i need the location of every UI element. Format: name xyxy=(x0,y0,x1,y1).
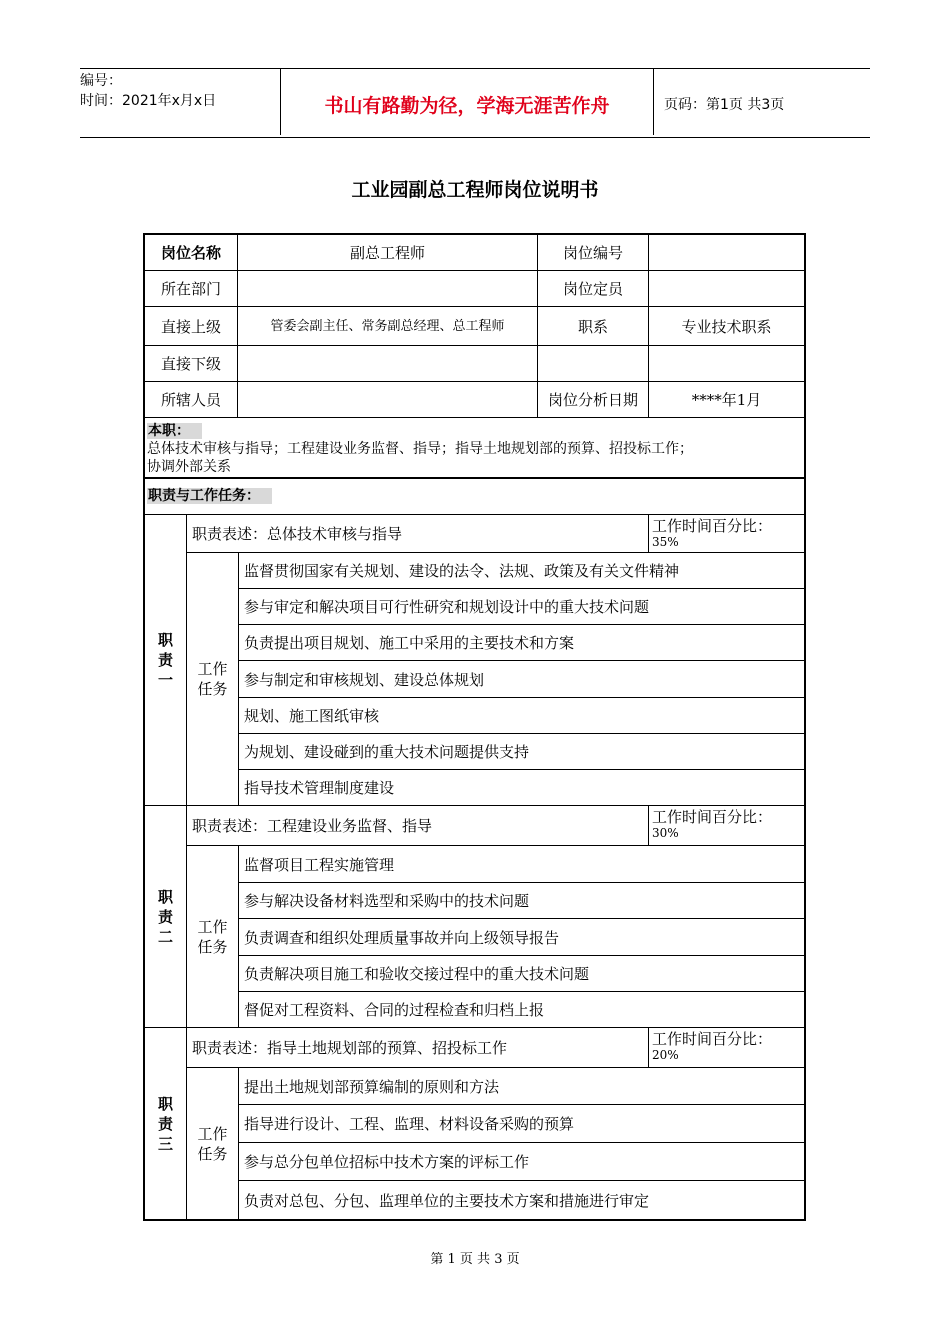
series-value: 专业技术职系 xyxy=(649,307,804,346)
duty-1-description: 职责表述：总体技术审核与指导 xyxy=(187,515,649,553)
page-footer: 第 1 页 共 3 页 xyxy=(430,1252,520,1267)
empty-value-cell xyxy=(649,346,804,382)
summary-line-2: 协调外部关系 xyxy=(147,459,231,475)
duty-1-task-1: 监督贯彻国家有关规划、建设的法令、法规、政策及有关文件精神 xyxy=(239,553,804,589)
subordinate-value xyxy=(238,346,538,382)
summary-label: 本职： xyxy=(147,423,202,439)
header-motto-box xyxy=(280,69,654,135)
doc-number-label: 编号： xyxy=(80,73,122,89)
duty-3-task-4: 负责对总包、分包、监理单位的主要技术方案和措施进行审定 xyxy=(244,1191,650,1210)
duty-2-task-5: 督促对工程资料、合同的过程检查和归档上报 xyxy=(239,992,804,1028)
duty-2-task-1: 监督项目工程实施管理 xyxy=(239,846,804,883)
page-header xyxy=(80,68,870,138)
managed-staff-label: 所辖人员 xyxy=(145,382,238,418)
duty-1-percentage: 工作时间百分比： 35% xyxy=(649,515,804,553)
page-indicator: 页码：第1页 共3页 xyxy=(664,97,785,113)
series-label: 职系 xyxy=(538,307,649,346)
duty-2-description: 职责表述：工程建设业务监督、指导 xyxy=(187,806,649,846)
duty-2-task-3: 负责调查和组织处理质量事故并向上级领导报告 xyxy=(239,919,804,956)
superior-value: 管委会副主任、常务副总经理、总工程师 xyxy=(238,307,538,346)
post-name-label: 岗位名称 xyxy=(145,235,238,271)
doc-date: 时间：2021年x月x日 xyxy=(80,93,217,109)
analysis-date-value: ****年1月 xyxy=(649,382,804,418)
duty-3-description: 职责表述：指导土地规划部的预算、招投标工作 xyxy=(187,1028,649,1068)
duty-1-task-5: 规划、施工图纸审核 xyxy=(239,698,804,734)
duty-2-percentage: 工作时间百分比： 30% xyxy=(649,806,804,846)
managed-staff-value xyxy=(238,382,538,418)
duties-label: 职责与工作任务： xyxy=(147,488,272,504)
motto-text: 书山有路勤为径，学海无涯苦作舟 xyxy=(324,95,610,117)
duty-1-task-2: 参与审定和解决项目可行性研究和规划设计中的重大技术问题 xyxy=(239,589,804,625)
duty-2-task-label: 工作 任务 xyxy=(187,846,239,1028)
superior-label: 直接上级 xyxy=(145,307,238,346)
duty-3-task-1: 提出土地规划部预算编制的原则和方法 xyxy=(239,1068,804,1105)
department-label: 所在部门 xyxy=(145,271,238,307)
post-name-value: 副总工程师 xyxy=(238,235,538,271)
duties-header xyxy=(145,479,804,515)
duty-3-name: 职 责 三 xyxy=(145,1028,187,1219)
duty-3-task-3: 参与总分包单位招标中技术方案的评标工作 xyxy=(239,1143,804,1181)
duty-1-task-4: 参与制定和审核规划、建设总体规划 xyxy=(239,661,804,698)
duty-3-percentage: 工作时间百分比： 20% xyxy=(649,1028,804,1068)
subordinate-label: 直接下级 xyxy=(145,346,238,382)
job-description-table xyxy=(143,233,806,1221)
duty-3-task-2: 指导进行设计、工程、监理、材料设备采购的预算 xyxy=(239,1105,804,1143)
duty-2-task-2: 参与解决设备材料选型和采购中的技术问题 xyxy=(239,883,804,919)
summary-line-1: 总体技术审核与指导；工程建设业务监督、指导；指导土地规划部的预算、招投标工作； xyxy=(147,441,693,457)
duty-2-task-4: 负责解决项目施工和验收交接过程中的重大技术问题 xyxy=(239,956,804,992)
analysis-date-label: 岗位分析日期 xyxy=(538,382,649,418)
duty-2-name: 职 责 二 xyxy=(145,806,187,1028)
post-number-label: 岗位编号 xyxy=(538,235,649,271)
document-title: 工业园副总工程师岗位说明书 xyxy=(351,179,599,201)
header-meta xyxy=(80,69,280,137)
duty-1-task-6: 为规划、建设碰到的重大技术问题提供支持 xyxy=(239,734,804,770)
duty-1-name: 职 责 一 xyxy=(145,515,187,806)
quota-value xyxy=(649,271,804,307)
post-number-value xyxy=(649,235,804,271)
empty-label-cell xyxy=(538,346,649,382)
duty-1-task-7: 指导技术管理制度建设 xyxy=(239,770,804,806)
duty-3-task-label: 工作 任务 xyxy=(187,1068,239,1219)
department-value xyxy=(238,271,538,307)
duty-1-task-3: 负责提出项目规划、施工中采用的主要技术和方案 xyxy=(239,625,804,661)
duty-1-task-label: 工作 任务 xyxy=(187,553,239,806)
summary-section xyxy=(145,418,804,479)
quota-label: 岗位定员 xyxy=(538,271,649,307)
